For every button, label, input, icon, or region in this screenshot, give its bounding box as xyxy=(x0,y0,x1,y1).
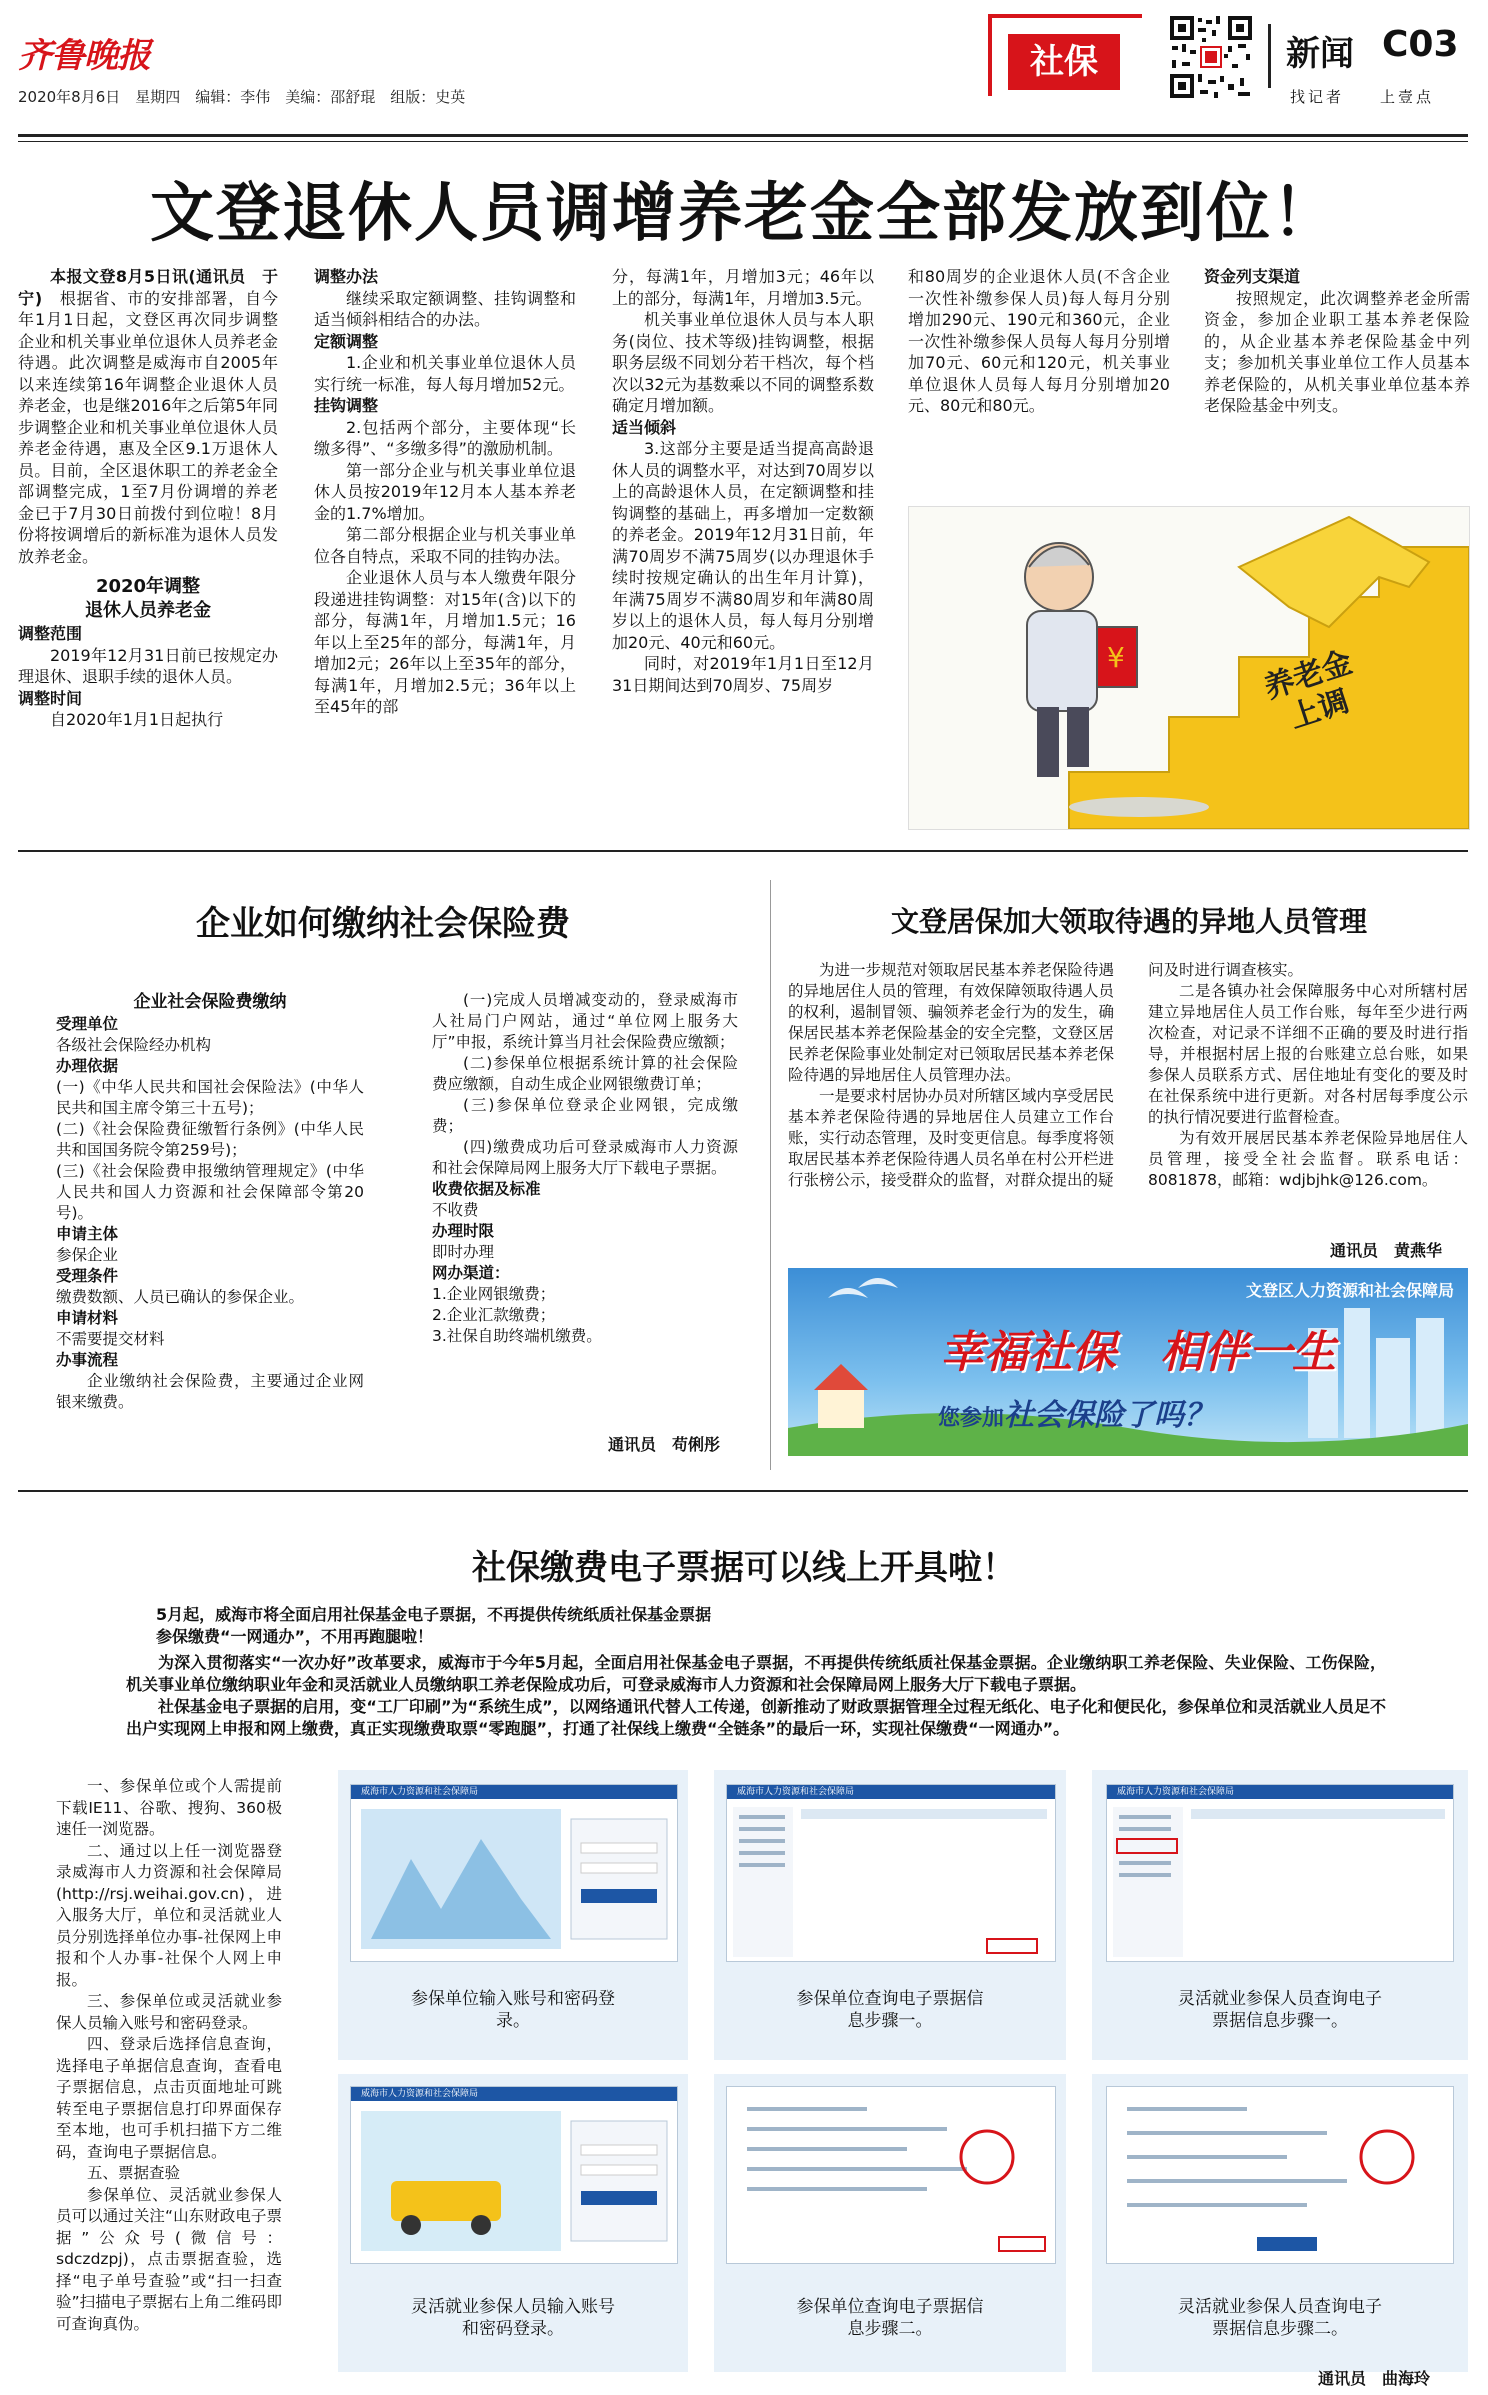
section-heading: 收费依据及标准 xyxy=(432,1180,541,1198)
article2-text: 2.企业汇款缴费； xyxy=(432,1306,556,1324)
article3-column1 xyxy=(788,960,1114,1260)
article1-paragraph: 和80周岁的企业退休人员(不含企业一次性补缴参保人员)每人每月分别增加290元、190元和360元，企业一次性补缴参保人员每人每月分别增加70元、60元和120元，机关事业单位退休人员每人每月分别增加20元、80元和80元。 xyxy=(908,267,1170,415)
section-heading: 调整范围 xyxy=(18,624,83,643)
article1-paragraph: 按照规定，此次调整养老金所需资金，参加企业职工基本养老保险的，从企业基本养老保险基金中列支；参加机关事业单位工作人员基本养老保险的，从机关事业单位基本养老保险基金中列支。 xyxy=(1204,288,1470,415)
screenshot-caption: 灵活就业参保人员查询电子票据信息步骤二。 xyxy=(1178,2297,1382,2339)
article2-text: 不收费 xyxy=(432,1201,479,1219)
article1-column5 xyxy=(1204,266,1470,476)
pension-illustration xyxy=(908,506,1470,830)
screenshot-caption: 参保单位输入账号和密码登录。 xyxy=(411,1989,615,2031)
article2-text: 3.社保自助终端机缴费。 xyxy=(432,1327,602,1345)
article2-text: (四)缴费成功后可登录威海市人力资源和社会保障局网上服务大厅下载电子票据。 xyxy=(432,1138,738,1177)
screenshot-caption: 参保单位查询电子票据信息步骤二。 xyxy=(796,2297,984,2339)
section-divider xyxy=(18,850,1468,852)
banner-question-prefix: 您参加 xyxy=(938,1406,1005,1431)
article1-paragraph: 第一部分企业与机关事业单位退休人员按2019年12月本人基本养老金的1.7%增加。 xyxy=(314,460,576,523)
article1-column2 xyxy=(314,266,576,826)
article2-text: (二)参保单位根据系统计算的社会保险费应缴额，自动生成企业网银缴费订单； xyxy=(432,1054,738,1093)
article2-text: 企业缴纳社会保险费，主要通过企业网银来缴费。 xyxy=(56,1372,364,1411)
section-heading: 调整时间 xyxy=(18,688,83,708)
article2-column1 xyxy=(56,990,364,1460)
article3-text: 二是各镇办社会保障服务中心对所辖村居建立异地居住人员工作台账，每年至少进行两次检查，对记录不详细不正确的要及时进行指导，并根据村居上报的台账建立总台账，如果参保人员联系方式、居住地址有变化的要及时在社保系统中进行更新。对各村居每季度公示的执行情况要进行监督检查。 xyxy=(1148,982,1468,1126)
section-heading: 网办渠道： xyxy=(432,1264,510,1282)
svg-text:¥: ¥ xyxy=(1107,641,1125,674)
masthead-divider xyxy=(1268,24,1271,88)
article1-paragraph: 3.这部分主要是适当提高高龄退休人员的调整水平，对达到70周岁以上的高龄退休人员，在定额调整和挂钩调整的基础上，再多增加一定数额的养老金。2019年12月31日前，年满70周岁不满75周岁(以办理退休手续时按规定确认的出生年月计算)，年满75周岁不满80周岁和年满80周岁以上的退休人员，每人每月分别增加20元、40元和60元。 xyxy=(612,439,874,652)
step-text: 二、通过以上任一浏览器登录威海市人力资源和社会保障局(http://rsj.weihai.gov.cn)，进入服务大厅，单位和灵活就业人员分别选择单位办事-社保网上申报和个人办事-社保个人网上申报。 xyxy=(56,1841,282,1989)
article4-steps xyxy=(56,1776,282,2336)
section-heading: 办理依据 xyxy=(56,1057,119,1075)
screenshot-card-2 xyxy=(714,1770,1066,2060)
section-heading: 办理时限 xyxy=(432,1222,495,1240)
screenshot-caption: 灵活就业参保人员查询电子票据信息步骤一。 xyxy=(1178,1989,1382,2031)
article2-text: (三)《社会保险费申报缴纳管理规定》(中华人民共和国人力资源和社会保障部令第20号)。 xyxy=(56,1162,364,1222)
article1-column4 xyxy=(908,266,1170,476)
article1-column1 xyxy=(18,266,278,826)
banner-question-main: 社会保险了吗？ xyxy=(1004,1398,1215,1433)
byline: 通讯员 黄燕华 xyxy=(1330,1241,1443,1260)
screenshot-title: 威海市人力资源和社会保障局 xyxy=(727,1785,1055,1799)
article3-text: 为有效开展居民基本养老保险异地居住人员管理，接受全社会监督。联系电话：8081878，邮箱：wdjbjhk@126.com。 xyxy=(1148,1129,1468,1189)
article1-paragraph: 第二部分根据企业与机关事业单位各自特点，采取不同的挂钩办法。 xyxy=(314,525,576,566)
section-heading: 申请材料 xyxy=(56,1309,119,1327)
section-tag: 社保 xyxy=(1008,34,1120,90)
article3-text: 为进一步规范对领取居民基本养老保险待遇的异地居住人员的管理，有效保障领取待遇人员的权利，遏制冒领、骗领养老金行为的发生，确保居民基本养老保险基金的安全完整，文登区居民养老保险事业处制定对已领取居民基本养老保险待遇的异地居住人员管理办法。 xyxy=(788,961,1114,1084)
article2-subhead: 企业社会保险费缴纳 xyxy=(133,992,287,1012)
section-heading: 资金列支渠道 xyxy=(1204,267,1301,286)
article1-paragraph: 1.企业和机关事业单位退休人员实行统一标准，每人每月增加52元。 xyxy=(314,353,576,394)
masthead xyxy=(0,0,1488,132)
step-heading: 五、票据查验 xyxy=(87,2164,181,2182)
article1-subhead: 2020年调整 退休人员养老金 xyxy=(85,576,211,621)
step-text: 四、登录后选择信息查询，选择电子单据信息查询，查看电子票据信息，点击页面地址可跳转至电子票据信息打印界面保存至本地，也可手机扫描下方二维码，查询电子票据信息。 xyxy=(56,2035,282,2161)
article4-paragraph: 社保基金电子票据的启用，变“工厂印刷”为“系统生成”，以网络通讯代替人工传递，创新推动了财政票据管理全过程无纸化、电子化和便民化，参保单位和灵活就业人员足不出户实现网上申报和网上缴费，真正实现缴费取票“零跑腿”，打通了社保线上缴费“全链条”的最后一环，实现社保缴费“一网通办”。 xyxy=(126,1697,1386,1738)
headline-enterprise: 企业如何缴纳社会保险费 xyxy=(196,904,570,944)
section-heading: 办事流程 xyxy=(56,1351,119,1369)
screenshot-card-1 xyxy=(338,1770,688,2060)
article1-paragraph: 同时，对2019年1月1日至12月31日期间达到70周岁、75周岁 xyxy=(612,654,874,695)
section-divider xyxy=(18,1490,1468,1492)
banner-slogan: 幸福社保 相伴一生 xyxy=(940,1327,1336,1378)
section-heading: 适当倾斜 xyxy=(612,417,677,437)
screenshot-card-3 xyxy=(1092,1770,1468,2060)
article2-text: 参保企业 xyxy=(56,1246,119,1264)
screenshot-title: 威海市人力资源和社会保障局 xyxy=(351,2087,677,2101)
intro-line: 5月起，威海市将全面启用社保基金电子票据，不再提供传统纸质社保基金票据 xyxy=(156,1605,712,1624)
headline-pension: 文登退休人员调增养老金全部发放到位！ xyxy=(150,177,1338,251)
step-text: 一、参保单位或个人需提前下载IE11、谷歌、搜狗、360极速任一浏览器。 xyxy=(56,1777,282,1838)
article1-lead: 本报文登8月5日讯(通讯员 于宁) xyxy=(18,267,278,308)
screenshot-caption: 灵活就业参保人员输入账号和密码登录。 xyxy=(411,2297,615,2339)
section-heading: 受理条件 xyxy=(56,1267,119,1285)
article2-text: 不需要提交材料 xyxy=(56,1330,165,1348)
article1-paragraph: 机关事业单位退休人员与本人职务(岗位、技术等级)挂钩调整，根据职务层级不同划分若干档次，每个档次以32元为基数乘以不同的调整系数确定月增加额。 xyxy=(612,310,874,415)
screenshot-title: 威海市人力资源和社会保障局 xyxy=(1107,1785,1453,1799)
article1-paragraph: 自2020年1月1日起执行 xyxy=(50,710,224,729)
page-number: C03 xyxy=(1382,24,1459,65)
article2-text: 各级社会保险经办机构 xyxy=(56,1036,212,1054)
article3-column2 xyxy=(1148,960,1468,1250)
screenshot-title: 威海市人力资源和社会保障局 xyxy=(351,1785,677,1799)
screenshot-card-4 xyxy=(338,2074,688,2372)
article4-body xyxy=(126,1652,1386,1762)
banner-org: 文登区人力资源和社会保障局 xyxy=(1245,1281,1454,1300)
section-heading: 定额调整 xyxy=(314,331,379,351)
screenshot-card-5 xyxy=(714,2074,1066,2372)
article1-paragraph: 继续采取定额调整、挂钩调整和适当倾斜相结合的办法。 xyxy=(314,288,576,329)
slogan: 找记者 上壹点 xyxy=(1290,88,1435,106)
article1-paragraph: 根据省、市的安排部署，自今年1月1日起，文登区再次同步调整企业和机关事业单位退休人员养老金待遇。此次调整是威海市自2005年以来连续第16年调整企业退休人员养老金，也是继2016年之后第5年同步调整企业和机关事业单位退休人员养老金待遇，惠及全区9.1万退休人员。目前，全区退休职工的养老金全部调整完成，1至7月份调增的养老金已于7月30日前拨付到位啦！8月份将按调增后的新标准为退休人员发放养老金。 xyxy=(18,288,278,566)
article3-text: 问及时进行调查核实。 xyxy=(1148,961,1304,979)
date-line: 2020年8月6日 星期四 编辑：李伟 美编：邵舒琨 组版：史英 xyxy=(18,88,466,106)
article3-text: 一是要求村居协办员对所辖区域内享受居民基本养老保险待遇的异地居住人员建立工作台账，实行动态管理，及时变更信息。每季度将领取居民基本养老保险待遇人员名单在村公开栏进行张榜公示，接受群众的监督，对群众提出的疑 xyxy=(788,1087,1114,1189)
article4-paragraph: 为深入贯彻落实“一次办好”改革要求，威海市于今年5月起，全面启用社保基金电子票据，不再提供传统纸质社保基金票据。企业缴纳职工养老保险、失业保险、工伤保险，机关事业单位缴纳职业年金和灵活就业人员缴纳职工养老保险成功后，可登录威海市人力资源和社会保障局网上服务大厅下载电子票据。 xyxy=(126,1653,1386,1694)
promo-banner xyxy=(788,1268,1468,1456)
article2-text: 缴费数额、人员已确认的参保企业。 xyxy=(56,1288,305,1306)
article2-text: (二)《社会保险费征缴暂行条例》(中华人民共和国国务院令第259号)； xyxy=(56,1120,364,1159)
section-heading: 受理单位 xyxy=(56,1015,119,1033)
byline: 通讯员 苟俐彤 xyxy=(608,1435,721,1454)
article1-paragraph: 分，每满1年，月增加3元；46年以上的部分，每满1年，月增加3.5元。 xyxy=(612,267,874,308)
article1-paragraph: 企业退休人员与本人缴费年限分段递进挂钩调整：对15年(含)以下的部分，每满1年，月增加1.5元；16年以上至25年的部分，每满1年，月增加2元；26年以上至35年的部分，每满1年，月增加2.5元；36年以上至45年的部 xyxy=(314,568,576,716)
article2-text: 1.企业网银缴费； xyxy=(432,1285,556,1303)
qr-code-icon xyxy=(1168,14,1254,100)
section-heading: 申请主体 xyxy=(56,1225,119,1243)
step-text: 参保单位、灵活就业参保人员可以通过关注“山东财政电子票据”公众号(微信号：sdczdzpj)，点击票据查验，选择“电子单号查验”或“扫一扫查验”扫描电子票据右上角二维码即可查询真伪。 xyxy=(56,2185,282,2333)
headline-e-receipt: 社保缴费电子票据可以线上开具啦！ xyxy=(472,1548,1016,1588)
article1-paragraph: 2.包括两个部分，主要体现“长缴多得”、“多缴多得”的激励机制。 xyxy=(314,417,576,458)
banner-question xyxy=(938,1390,1214,1434)
article2-text: 即时办理 xyxy=(432,1243,495,1261)
column-divider xyxy=(770,880,771,1470)
illustration-text: 养老金上调 xyxy=(1260,644,1357,736)
section-heading: 调整办法 xyxy=(314,267,379,286)
masthead-rule xyxy=(18,134,1468,137)
masthead-rule-thin xyxy=(18,141,1468,142)
section-heading: 挂钩调整 xyxy=(314,396,379,415)
article2-column2 xyxy=(432,990,738,1420)
screenshot-card-6 xyxy=(1092,2074,1468,2372)
step-text: 三、参保单位或灵活就业参保人员输入账号和密码登录。 xyxy=(56,1992,282,2032)
article1-column3 xyxy=(612,266,874,826)
screenshot-caption: 参保单位查询电子票据信息步骤一。 xyxy=(796,1989,984,2031)
article2-text: (一)完成人员增减变动的，登录威海市人社局门户网站，通过“单位网上服务大厅”申报，系统计算当月社会保险费应缴额； xyxy=(432,991,738,1051)
article2-text: (三)参保单位登录企业网银，完成缴费； xyxy=(432,1096,738,1135)
paper-logo: 齐鲁晚报 xyxy=(18,36,150,76)
headline-residents: 文登居保加大领取待遇的异地人员管理 xyxy=(890,905,1367,938)
intro-line: 参保缴费“一网通办”，不用再跑腿啦！ xyxy=(156,1627,434,1646)
article4-intro xyxy=(156,1604,1356,1648)
byline: 通讯员 曲海玲 xyxy=(1318,2369,1431,2388)
article2-text: (一)《中华人民共和国社会保险法》(中华人民共和国主席令第三十五号)； xyxy=(56,1078,364,1117)
article1-paragraph: 2019年12月31日前已按规定办理退休、退职手续的退休人员。 xyxy=(18,645,278,686)
section-name: 新闻 xyxy=(1286,34,1354,74)
